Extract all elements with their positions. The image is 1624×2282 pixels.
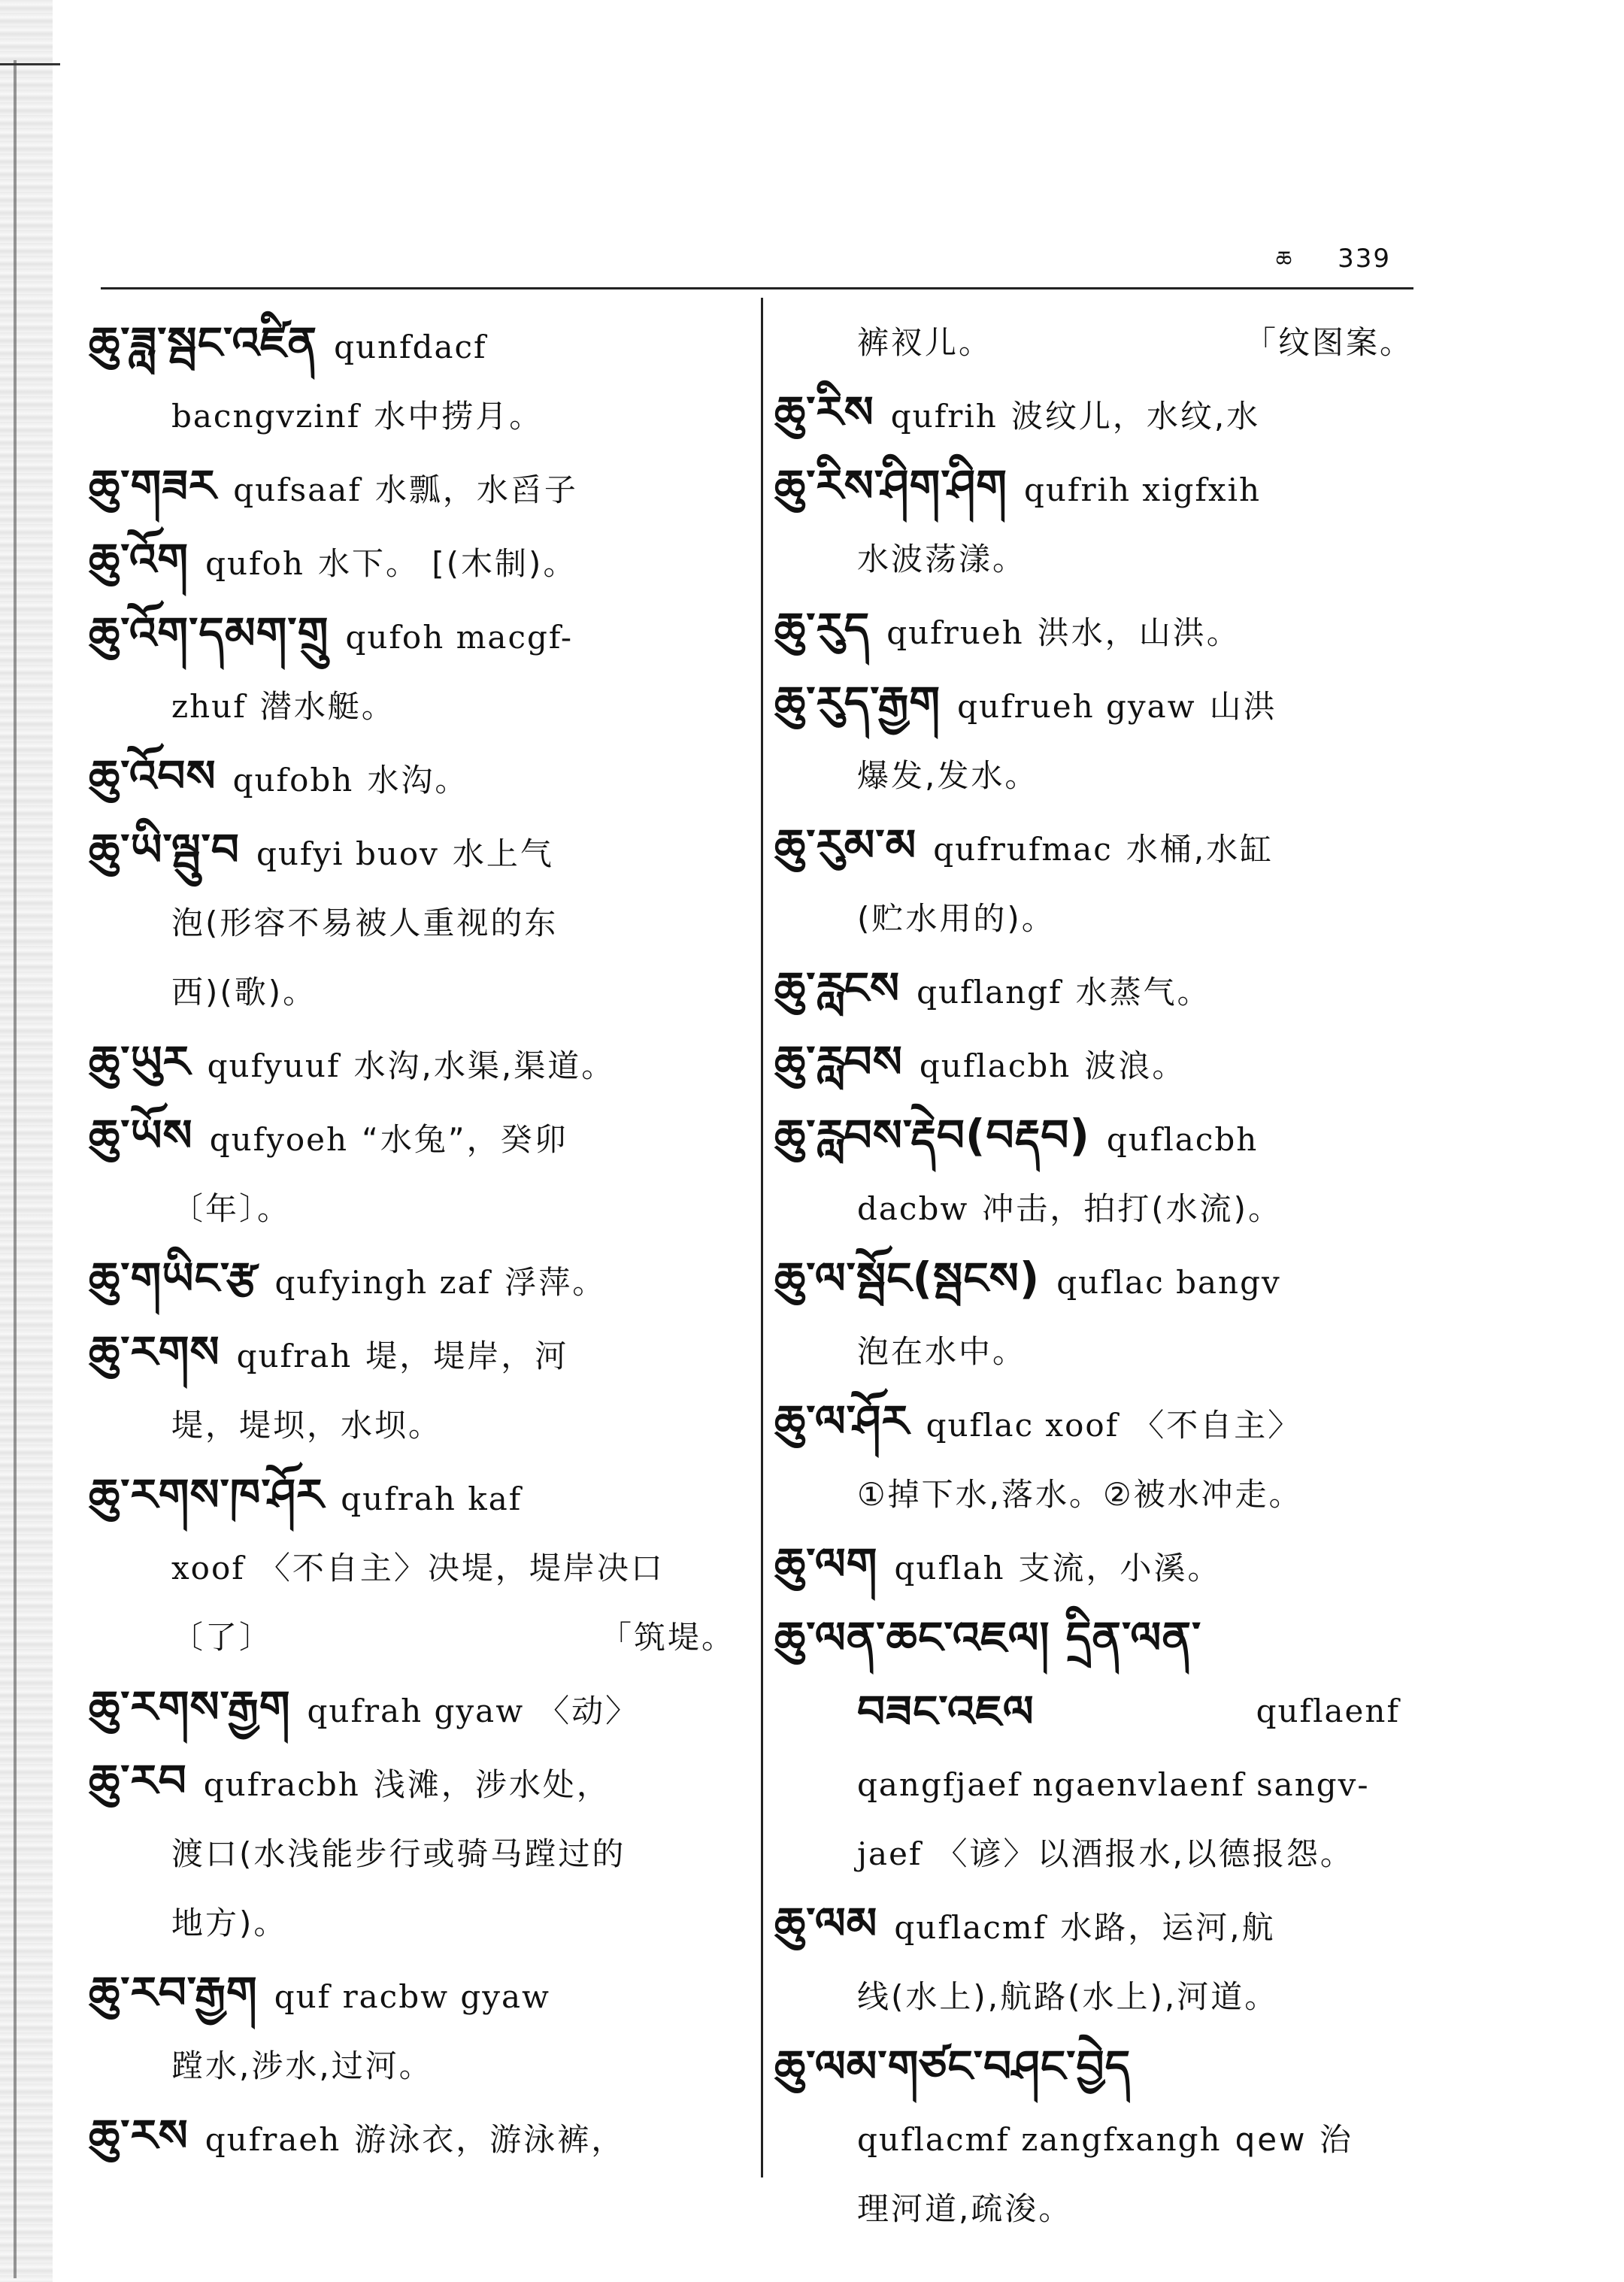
- romanization: qufyi buov: [256, 835, 439, 872]
- entry-headword-line: [774, 1386, 1413, 1460]
- entry-headword-line: [774, 1101, 1413, 1174]
- tibetan-headword: ཆུ་ཡུར: [89, 1036, 191, 1087]
- tibetan-headword: ཆུ་འོབས: [89, 750, 217, 802]
- dictionary-entry: [89, 1244, 735, 1317]
- romanization: qufrih xigfxih: [1023, 471, 1262, 508]
- definition: 波纹儿，水纹,水: [1010, 398, 1261, 435]
- entry-headword-line: [774, 1603, 1413, 1677]
- definition: 〈不自主〉: [1132, 1407, 1302, 1444]
- definition: 〈动〉: [538, 1693, 640, 1729]
- entry-continuation-line: [774, 1750, 1413, 1820]
- definition: 水瓢，水舀子: [374, 471, 578, 508]
- binding-edge: [0, 0, 53, 2282]
- tibetan-headword: ཆུ་ཡི་ལྦུ་བ: [89, 824, 240, 875]
- entry-headword-line: [89, 1460, 735, 1534]
- entry-headword-line: [774, 1889, 1413, 1962]
- entry-continuation-line: [774, 741, 1413, 811]
- entry-continuation-line: [89, 1889, 735, 1958]
- romanization: qufrueh: [886, 614, 1024, 651]
- tibetan-headword: ཆུ་རླབས་རྡེབ(བརྡབ): [774, 1110, 1090, 1161]
- entry-continuation-line: [89, 1603, 735, 1672]
- entry-headword-line: [774, 811, 1413, 884]
- definition: (贮水用的)。: [857, 900, 1056, 937]
- tibetan-headword: ཆུ་རུད་རྒྱག: [774, 677, 941, 728]
- entry-headword-line: [89, 1672, 735, 1746]
- entry-headword-line: [774, 377, 1413, 451]
- entry-headword-line: [774, 953, 1413, 1027]
- definition: 潜水艇。: [259, 688, 395, 725]
- dictionary-entry: [774, 1244, 1413, 1386]
- entry-continuation-line: [774, 1174, 1413, 1244]
- header-rule: [101, 287, 1413, 289]
- romanization: qufrah: [236, 1338, 353, 1374]
- definition: 地方)。: [171, 1905, 288, 1941]
- tibetan-headword: ཆུ་རས: [89, 2110, 189, 2161]
- romanization: qufobh: [232, 762, 354, 799]
- dictionary-entry: [89, 451, 735, 525]
- entry-continuation-line: [89, 1174, 735, 1244]
- dictionary-entry: [89, 599, 735, 741]
- margin-tick: [0, 63, 60, 65]
- tibetan-headword: ཆུ་ཟླ་སྦང་འཛིན: [89, 317, 318, 368]
- romanization: qufoh macgf-: [345, 619, 574, 656]
- definition: 裤衩儿。: [857, 324, 993, 361]
- dictionary-entry: [774, 308, 1413, 377]
- definition: 水中捞月。: [374, 398, 544, 435]
- romanization: quflacmf zangfxangh: [857, 2121, 1222, 2158]
- definition: 波浪。: [1084, 1047, 1186, 1084]
- definition: ①掉下水,落水。②被水冲走。: [857, 1476, 1303, 1513]
- romanization: quflaenf: [1256, 1693, 1400, 1729]
- tibetan-headword: ཆུ་གཡིང་རྩ: [89, 1253, 259, 1304]
- tibetan-headword: ཆུ་རུད: [774, 603, 871, 654]
- tibetan-headword: ཆུ་ལ་སྦོང(སྦངས): [774, 1253, 1041, 1304]
- dictionary-entry: [89, 1101, 735, 1244]
- tibetan-headword: ཆུ་རིས་ཤིག་ཤིག: [774, 460, 1007, 511]
- dictionary-entry: [774, 1101, 1413, 1244]
- entry-continuation-line: [774, 1677, 1413, 1750]
- romanization: qufyingh zaf: [274, 1264, 492, 1301]
- definition: 水上气: [452, 835, 554, 872]
- entry-headword-line: [89, 451, 735, 525]
- romanization: quflacbh: [919, 1047, 1071, 1084]
- definition: 水沟。: [367, 762, 469, 799]
- romanization: xoof: [171, 1550, 245, 1586]
- romanization: quflac xoof: [926, 1407, 1120, 1444]
- dictionary-entry: [774, 953, 1413, 1027]
- romanization: qunfdacf: [334, 329, 487, 365]
- tibetan-headword: ཆུ་ལམ་གཙང་བཤང་བྱེད: [774, 2041, 1132, 2092]
- romanization: qufrueh gyaw: [957, 688, 1196, 725]
- entry-headword-line: [89, 1244, 735, 1317]
- definition: 浅滩，涉水处，: [373, 1766, 611, 1803]
- tibetan-headword: ཆུ་རགས་ཁ་ཤོར: [89, 1469, 325, 1520]
- entry-headword-line: [774, 668, 1413, 741]
- dictionary-entry: [774, 811, 1413, 953]
- dictionary-entry: [89, 525, 735, 599]
- romanization: bacngvzinf: [171, 398, 361, 435]
- dictionary-entry: [89, 1317, 735, 1460]
- entry-headword-line: [774, 1027, 1413, 1101]
- tibetan-headword: ཆུ་ལན་ཆང་འཇལ། དྲིན་ལན་: [774, 1612, 1202, 1663]
- romanization: qufrufmac: [933, 831, 1113, 868]
- definition: 堤，堤坝，水坝。: [171, 1407, 443, 1444]
- entry-continuation-line: [89, 1534, 735, 1603]
- dictionary-entry: [774, 1027, 1413, 1101]
- dictionary-entry: [774, 594, 1413, 668]
- entry-headword-line: [89, 308, 735, 382]
- tibetan-headword: ཆུ་ལག: [774, 1538, 878, 1590]
- tibetan-headword: བཟང་འཇལ: [857, 1686, 1035, 1737]
- entry-headword-line: [89, 525, 735, 599]
- entry-continuation-line: [774, 1317, 1413, 1386]
- tibetan-headword: ཆུ་རགས་རྒྱག: [89, 1681, 291, 1732]
- entry-continuation-line: [774, 1962, 1413, 2032]
- dictionary-entry: [89, 1746, 735, 1958]
- dictionary-entry: [89, 741, 735, 815]
- entry-headword-line: [774, 594, 1413, 668]
- romanization: qangfjaef ngaenvlaenf sangv-: [857, 1766, 1370, 1803]
- definition: 水下。 [(木制)。: [317, 545, 577, 582]
- section-letter: ཆ: [1275, 247, 1294, 273]
- binding-shadow-line: [14, 60, 17, 2278]
- romanization: qufyoeh: [209, 1121, 349, 1158]
- romanization: quf racbw gyaw: [274, 1978, 550, 2015]
- entry-headword-line: [89, 1958, 735, 2032]
- definition: 山洪: [1209, 688, 1277, 725]
- definition-overflow: 「纹图案。: [1244, 324, 1413, 361]
- tibetan-headword: ཆུ་རབ་རྒྱག: [89, 1967, 258, 2018]
- romanization: quflacmf: [894, 1909, 1047, 1946]
- dictionary-entry: [89, 815, 735, 1027]
- entry-continuation-line: [774, 2174, 1413, 2244]
- definition: qew 治: [1235, 2121, 1353, 2158]
- page-number: 339: [1338, 244, 1391, 274]
- entry-continuation-line: [774, 1460, 1413, 1529]
- romanization: quflah: [894, 1550, 1005, 1586]
- definition: 堤，堤岸，河: [365, 1338, 569, 1374]
- romanization: qufraeh: [205, 2121, 341, 2158]
- dictionary-entry: [774, 1603, 1413, 1889]
- dictionary-entry: [774, 1529, 1413, 1603]
- tibetan-headword: ཆུ་རུམ་མ: [774, 820, 917, 871]
- tibetan-headword: ཆུ་ལ་ཤོར: [774, 1396, 910, 1447]
- romanization: jaef: [857, 1835, 923, 1872]
- entry-continuation-line: [774, 525, 1413, 594]
- definition: 游泳衣，游泳裤，: [354, 2121, 626, 2158]
- definition: 〈谚〉以酒报水,以德报怨。: [935, 1835, 1354, 1872]
- dictionary-entry: [89, 1958, 735, 2101]
- entry-continuation-line: [89, 889, 735, 958]
- definition: “水兔”，癸卯: [362, 1121, 568, 1158]
- definition-overflow: 「筑堤。: [599, 1619, 735, 1656]
- definition: 水波荡漾。: [857, 541, 1027, 577]
- tibetan-headword: ཆུ་གཟར: [89, 460, 217, 511]
- definition: 浮萍。: [504, 1264, 607, 1301]
- entry-headword-line: [89, 1746, 735, 1820]
- tibetan-headword: ཆུ་རླངས: [774, 962, 901, 1014]
- entry-headword-line: [89, 2101, 735, 2174]
- definition: 爆发,发水。: [857, 757, 1039, 794]
- dictionary-entry: [774, 377, 1413, 451]
- column-divider: [761, 298, 763, 2177]
- entry-continuation-line: [774, 2105, 1413, 2174]
- entry-continuation-line: [89, 1391, 735, 1460]
- definition: 泡(形容不易被人重视的东: [171, 905, 559, 941]
- romanization: qufracbh: [203, 1766, 360, 1803]
- romanization: quflangf: [917, 974, 1062, 1011]
- definition: 水桶,水缸: [1126, 831, 1274, 868]
- definition: 理河道,疏浚。: [857, 2190, 1073, 2227]
- entry-headword-line: [89, 1027, 735, 1101]
- romanization: dacbw: [857, 1190, 969, 1227]
- tibetan-headword: ཆུ་ལམ: [774, 1898, 878, 1949]
- tibetan-headword: ཆུ་རབ: [89, 1755, 187, 1806]
- entry-headword-line: [89, 599, 735, 672]
- entry-headword-line: [89, 815, 735, 889]
- tibetan-headword: ཆུ་འོག་དམག་གྲུ: [89, 608, 329, 659]
- dictionary-entry: [774, 451, 1413, 594]
- tibetan-headword: ཆུ་འོག: [89, 534, 189, 585]
- entry-continuation-line: [774, 884, 1413, 953]
- definition: 〔了〕: [171, 1619, 274, 1656]
- definition: 冲击，拍打(水流)。: [982, 1190, 1283, 1227]
- definition: 〈不自主〉决堤，堤岸决口: [258, 1550, 665, 1586]
- entry-continuation-line: [89, 1820, 735, 1889]
- dictionary-entry: [774, 1386, 1413, 1529]
- entry-continuation-line: [774, 1820, 1413, 1889]
- entry-headword-line: [89, 741, 735, 815]
- dictionary-entry: [89, 1672, 735, 1746]
- entry-headword-line: [89, 1317, 735, 1391]
- romanization: qufyuuf: [207, 1047, 341, 1084]
- dictionary-entry: [89, 1460, 735, 1672]
- romanization: qufsaaf: [233, 471, 362, 508]
- romanization: quflacbh: [1106, 1121, 1259, 1158]
- entry-continuation-line: [89, 382, 735, 451]
- definition: 水沟,水渠,渠道。: [353, 1047, 616, 1084]
- romanization: zhuf: [171, 688, 247, 725]
- entry-continuation-line: [774, 308, 1413, 377]
- entry-headword-line: [774, 1244, 1413, 1317]
- right-column: [774, 308, 1413, 2244]
- dictionary-entry: [774, 668, 1413, 811]
- definition: 水路，运河,航: [1060, 1909, 1276, 1946]
- romanization: qufoh: [205, 545, 304, 582]
- definition: 水蒸气。: [1075, 974, 1211, 1011]
- entry-headword-line: [774, 451, 1413, 525]
- dictionary-entry: [89, 2101, 735, 2174]
- entry-continuation-line: [89, 958, 735, 1027]
- dictionary-entry: [89, 1027, 735, 1101]
- entry-continuation-line: [89, 672, 735, 741]
- tibetan-headword: ཆུ་རགས: [89, 1326, 220, 1377]
- tibetan-headword: ཆུ་ཡོས: [89, 1110, 193, 1161]
- definition: 洪水，山洪。: [1037, 614, 1241, 651]
- romanization: quflac bangv: [1056, 1264, 1281, 1301]
- entry-headword-line: [774, 1529, 1413, 1603]
- definition: 西)(歌)。: [171, 974, 317, 1011]
- romanization: qufrah kaf: [341, 1480, 523, 1517]
- dictionary-entry: [774, 2032, 1413, 2244]
- entry-headword-line: [774, 2032, 1413, 2105]
- dictionary-entry: [774, 1889, 1413, 2032]
- definition: 渡口(水浅能步行或骑马蹚过的: [171, 1835, 626, 1872]
- tibetan-headword: ཆུ་རླབས: [774, 1036, 903, 1087]
- definition: 线(水上),航路(水上),河道。: [857, 1978, 1279, 2015]
- tibetan-headword: ཆུ་རིས: [774, 386, 874, 438]
- entry-headword-line: [89, 1101, 735, 1174]
- dictionary-entry: [89, 308, 735, 451]
- entry-continuation-line: [89, 2032, 735, 2101]
- romanization: qufrih: [890, 398, 998, 435]
- definition: 〔年〕。: [171, 1190, 292, 1227]
- left-column: [89, 308, 735, 2174]
- definition: 泡在水中。: [857, 1333, 1027, 1370]
- romanization: qufrah gyaw: [307, 1693, 525, 1729]
- definition: 蹚水,涉水,过河。: [171, 2047, 433, 2084]
- definition: 支流，小溪。: [1018, 1550, 1222, 1586]
